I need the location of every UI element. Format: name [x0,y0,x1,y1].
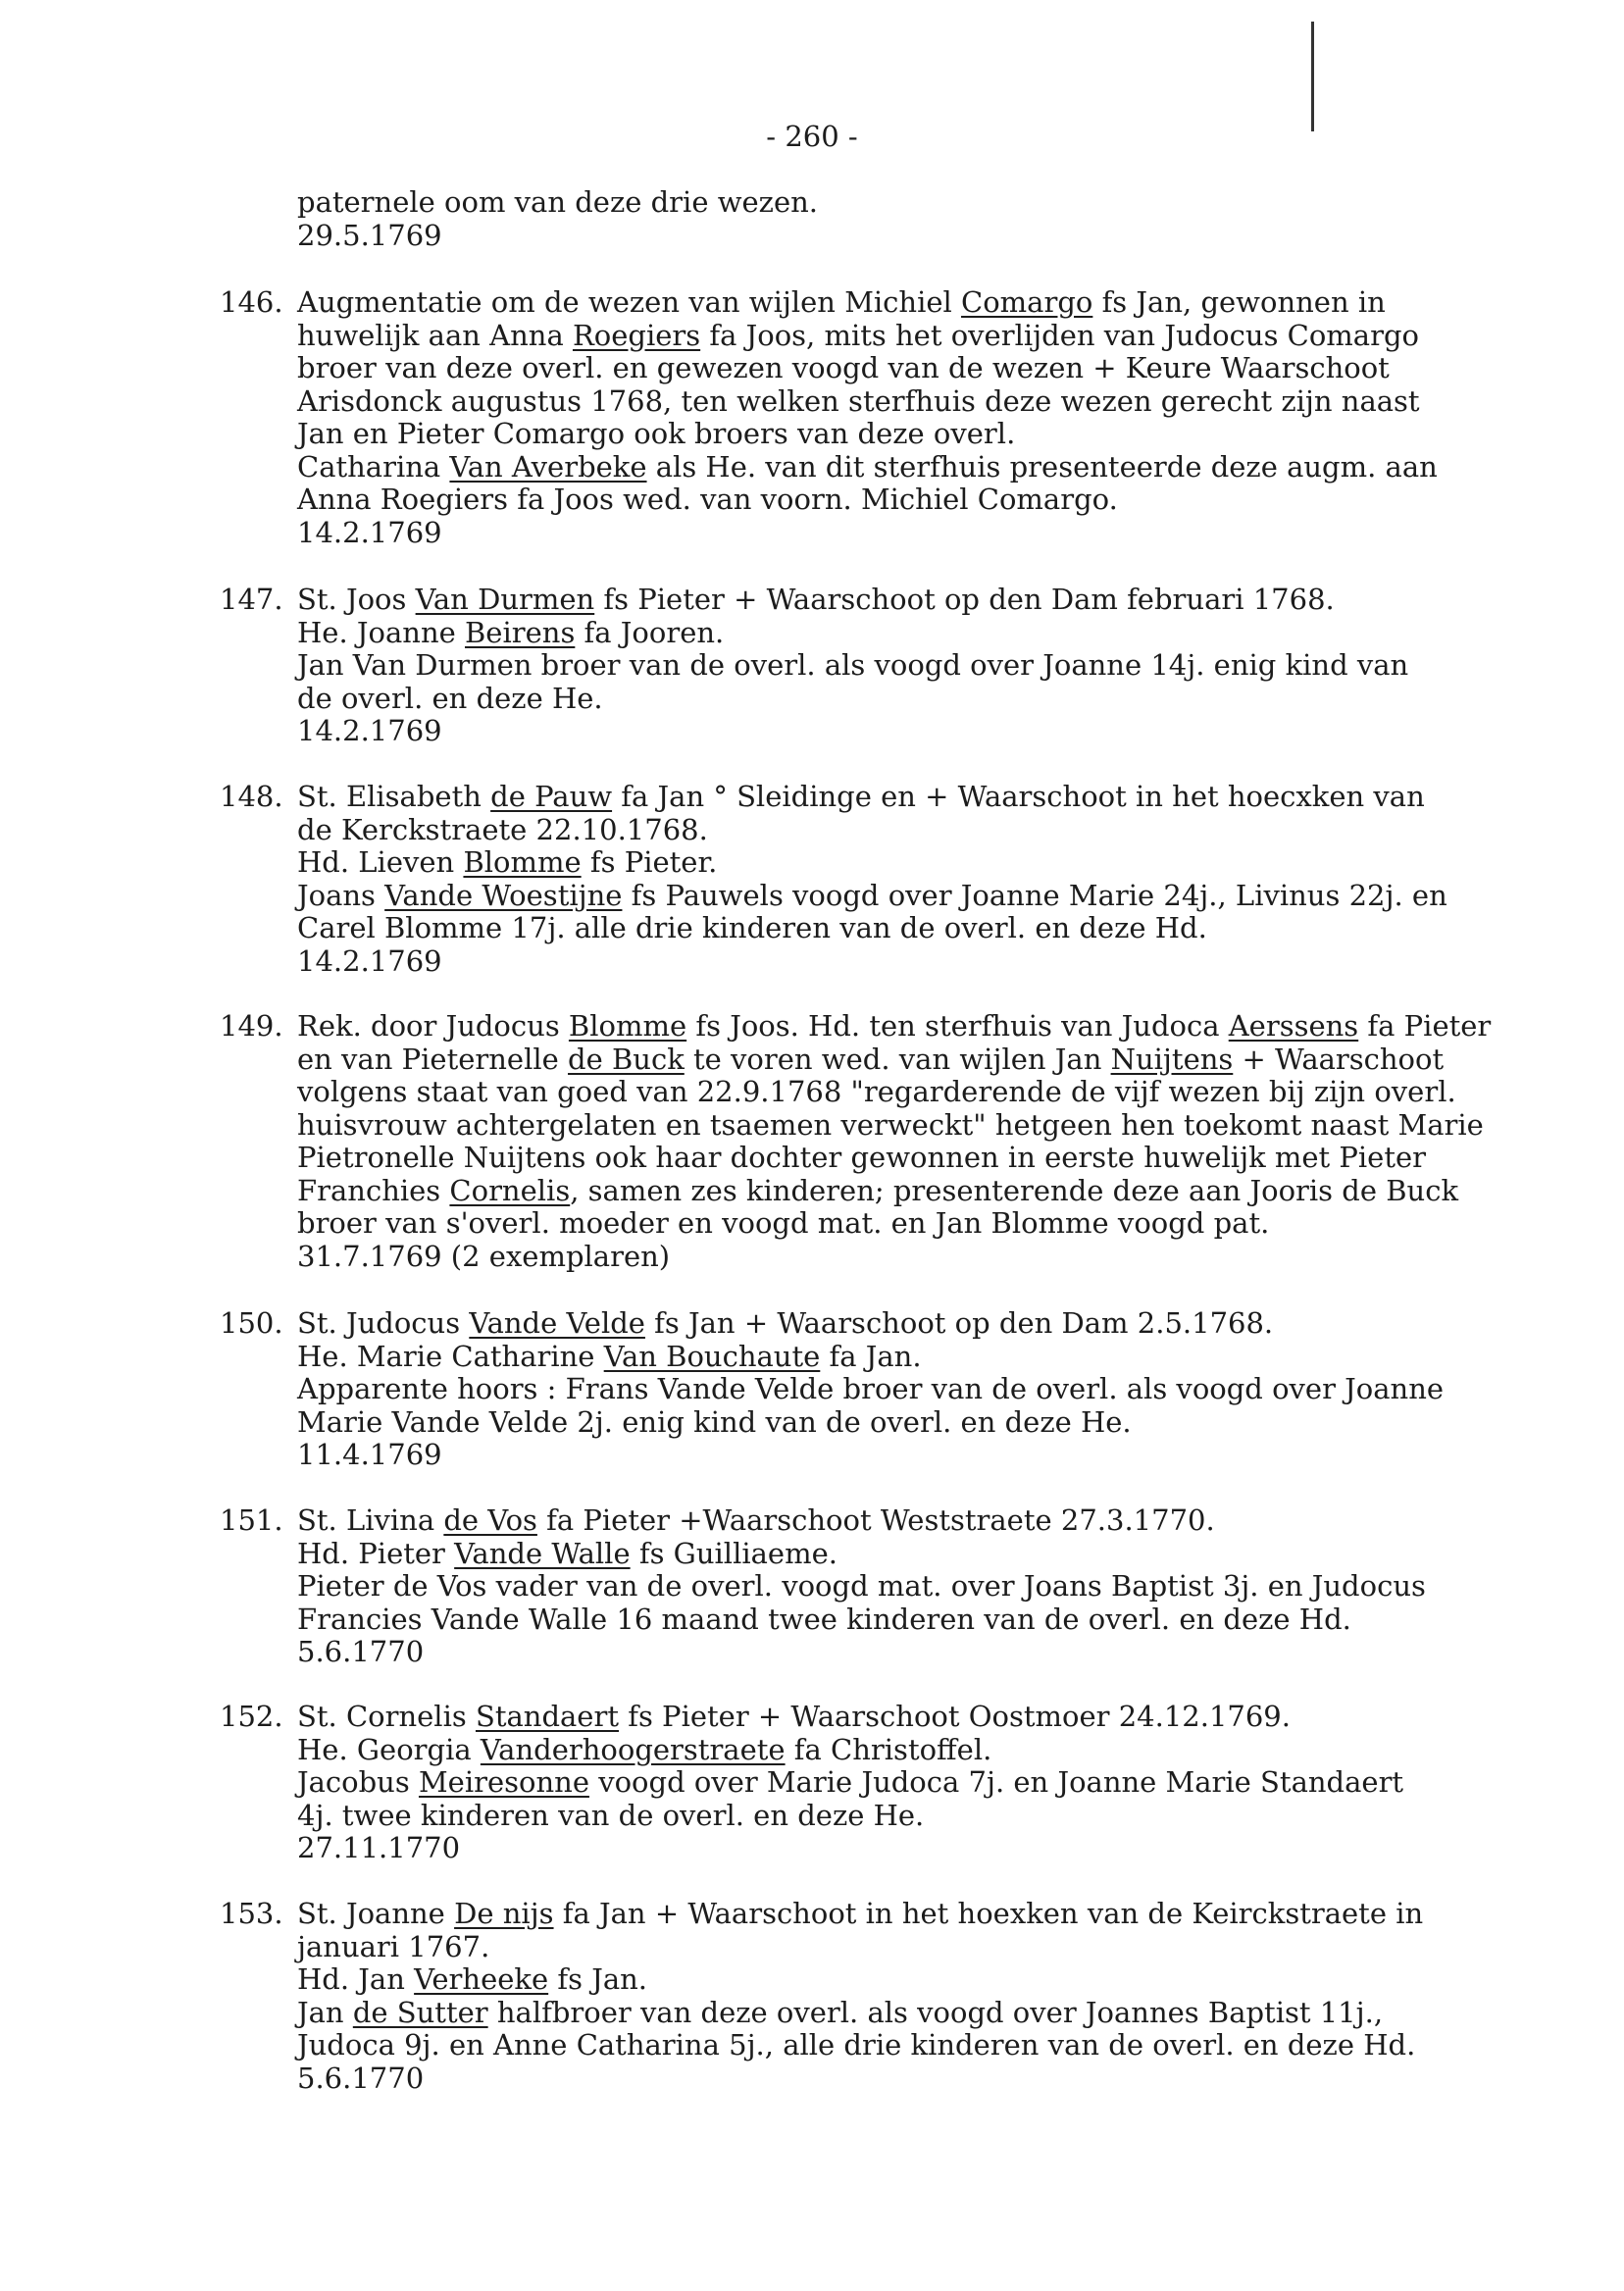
text-segment: St. Elisabeth [297,780,491,813]
text-segment: fa Jan ° Sleidinge en + Waarschoot in het hoecxken van [612,780,1425,813]
entry [220,1009,1492,1273]
text-segment: Jacobus [297,1765,419,1799]
text-segment: fa Christoffel. [785,1732,992,1766]
text-segment: en van Pieternelle [297,1042,569,1076]
surname-underlined: de Vos [443,1503,537,1537]
entry-line [297,1898,1423,1931]
entry [220,285,1438,549]
entry-line [297,1604,1426,1637]
entry-line [297,1931,1423,1964]
surname-underlined: Vanderhoogerstraete [480,1732,786,1766]
text-segment: 5.6.1770 [297,2061,425,2095]
text-segment: de Kerckstraete 22.10.1768. [297,812,708,846]
entry-line [297,649,1408,683]
entry-line [297,484,1438,517]
text-segment: Hd. Jan [297,1962,415,1996]
entry-line [297,186,818,220]
entry-line [297,451,1438,484]
text-segment: fs Pieter. [581,845,718,879]
entry [220,1306,1445,1472]
text-segment: fa Pieter +Waarschoot Weststraete 27.3.1770. [536,1503,1215,1537]
text-segment: fa Jooren. [575,615,725,649]
text-segment: + Waarschoot [1233,1042,1445,1076]
text-segment: Hd. Lieven [297,845,464,879]
entry-line [297,1963,1423,1997]
text-segment: fs Pieter + Waarschoot Oostmoer 24.12.1769. [619,1700,1291,1733]
surname-underlined: Van Averbeke [449,449,647,484]
surname-underlined: Van Bouchaute [603,1339,821,1373]
entry-line [297,683,1408,716]
entry-line [297,1406,1444,1440]
entry-line [297,1766,1403,1800]
surname-underlined: Cornelis [449,1173,571,1207]
margin-vertical-rule [1311,22,1314,131]
entry-line [297,517,1438,550]
text-segment: fs Jan. [548,1962,648,1996]
entry-number: 148. [220,780,283,813]
text-segment: St. Livina [297,1503,444,1537]
text-segment: Pieter de Vos vader van de overl. voogd mat. over Joans Baptist 3j. en Judocus [297,1569,1426,1603]
text-segment: He. Georgia [297,1732,481,1766]
entry-line [297,1538,1426,1571]
text-segment: Catharina [297,449,450,484]
text-segment: volgens staat van goed van 22.9.1768 "regarderende de vijf wezen bij zijn overl. [297,1075,1456,1108]
entry-line [297,814,1447,847]
entry-line [297,617,1408,650]
text-segment: fa Pieter [1358,1009,1492,1043]
text-segment: paternele oom van deze drie wezen. [297,185,819,219]
text-segment: fs Pieter + Waarschoot op den Dam februari 1768. [594,583,1335,616]
entry-number: 153. [220,1897,283,1930]
entry-line [297,1701,1403,1734]
entry-line [297,1373,1444,1406]
text-segment: He. Marie Catharine [297,1339,604,1373]
entry-line [297,2029,1423,2062]
text-segment: fs Guilliaeme. [630,1536,837,1570]
entry-line [297,1636,1426,1669]
text-segment: 14.2.1769 [297,714,442,747]
surname-underlined: Vande Walle [454,1536,631,1570]
entry-number: 151. [220,1503,283,1537]
text-segment: Carel Blomme 17j. alle drie kinderen van de overl. en deze Hd. [297,911,1207,944]
entry-line [297,1044,1491,1077]
text-segment: fa Joos, mits het overlijden van Judocus Comargo [700,318,1419,352]
surname-underlined: Standaert [475,1700,619,1733]
entry-line [297,385,1438,419]
text-segment: Francies Vande Walle 16 maand twee kinderen van de overl. en deze Hd. [297,1602,1351,1636]
surname-underlined: Blomme [463,845,582,879]
entry-line [297,220,818,253]
surname-underlined: Beirens [465,615,576,649]
entry-line [297,418,1438,451]
entry-line [297,1800,1403,1833]
text-segment: fs Pauwels voogd over Joanne Marie 24j., Livinus 22j. en [622,878,1447,912]
entry-line [297,1142,1491,1175]
entry-line [297,286,1438,320]
entry-line [297,1734,1403,1767]
surname-underlined: Blomme [568,1009,687,1043]
entry-line [297,2062,1423,2096]
entry-number: 147. [220,583,283,616]
entry-line [297,1010,1491,1044]
text-segment: 14.2.1769 [297,943,442,978]
entry-line [297,912,1447,945]
entry-line [297,880,1447,913]
text-segment: 14.2.1769 [297,515,442,549]
entry-number: 146. [220,285,283,319]
text-segment: Hd. Pieter [297,1536,455,1570]
surname-underlined: de Sutter [352,1995,488,2029]
surname-underlined: Meiresonne [418,1765,589,1799]
text-segment: halfbroer van deze overl. als voogd over Joannes Baptist 11j., [487,1995,1384,2029]
text-segment: St. Judocus [297,1306,470,1340]
text-segment: Joans [297,878,385,912]
text-segment: fa Jan + Waarschoot in het hoexken van de Keirckstraete in [553,1897,1424,1930]
entry [220,1897,1424,2095]
text-segment: Pietronelle Nuijtens ook haar dochter gewonnen in eerste huwelijk met Pieter [297,1141,1427,1174]
text-segment: Jan [297,1995,353,2029]
entry-line [297,1570,1426,1604]
entry-number: 149. [220,1009,283,1043]
entry [297,186,818,252]
entry [220,583,1409,748]
surname-underlined: Comargo [961,285,1093,319]
entry-number: 152. [220,1700,283,1733]
entry-line [297,945,1447,979]
entry-line [297,1307,1444,1341]
entry-line [297,1439,1444,1472]
text-segment: Judoca 9j. en Anne Catharina 5j., alle drie kinderen van de overl. en deze Hd. [297,2028,1416,2062]
entry-line [297,715,1408,748]
text-segment: broer van s'overl. moeder en voogd mat. en Jan Blomme voogd pat. [297,1206,1270,1240]
text-segment: He. Joanne [297,615,465,649]
text-segment: voogd over Marie Judoca 7j. en Joanne Marie Standaert [588,1765,1404,1799]
surname-underlined: Vande Velde [469,1306,645,1340]
page-number: - 260 - [766,120,858,153]
entry-line [297,781,1447,814]
text-segment: St. Joanne [297,1897,455,1930]
surname-underlined: de Buck [568,1042,685,1076]
text-segment: huisvrouw achtergelaten en tsaemen verweckt" hetgeen hen toekomt naast Marie [297,1107,1484,1142]
entry [220,1700,1404,1865]
surname-underlined: de Pauw [490,780,613,813]
text-segment: 29.5.1769 [297,218,442,252]
entry [220,1503,1426,1669]
surname-underlined: Van Durmen [415,583,595,616]
text-segment: huwelijk aan Anna [297,318,573,352]
text-segment: , samen zes kinderen; presenterende deze aan Jooris de Buck [570,1173,1459,1207]
text-segment: St. Cornelis [297,1700,476,1733]
entry-line [297,1504,1426,1538]
text-segment: fs Jan + Waarschoot op den Dam 2.5.1768. [644,1306,1274,1340]
entry-line [297,846,1447,880]
entry-number: 150. [220,1306,283,1340]
text-segment: Arisdonck augustus 1768, ten welken sterfhuis deze wezen gerecht zijn naast [297,383,1420,418]
text-segment: Apparente hoors : Frans Vande Velde broer van de overl. als voogd over Joanne [297,1372,1445,1405]
entry-line [297,1997,1423,2030]
text-segment: Rek. door Judocus [297,1009,569,1043]
text-segment: Jan Van Durmen broer van de overl. als voogd over Joanne 14j. enig kind van [297,648,1409,682]
text-segment: als He. van dit sterfhuis presenteerde deze augm. aan [646,449,1438,484]
surname-underlined: Aerssens [1228,1009,1359,1043]
entry-line [297,1241,1491,1274]
text-segment: Franchies [297,1173,450,1207]
text-segment: 11.4.1769 [297,1438,442,1471]
text-segment: fa Jan. [820,1339,922,1373]
surname-underlined: Vande Woestijne [384,878,623,912]
text-segment: Jan en Pieter Comargo ook broers van deze overl. [297,417,1016,450]
entry-line [297,352,1438,385]
entry-line [297,320,1438,353]
entry-line [297,1832,1403,1865]
text-segment: 4j. twee kinderen van de overl. en deze He. [297,1798,925,1832]
text-segment: broer van deze overl. en gewezen voogd van de wezen + Keure Waarschoot [297,351,1390,384]
entry-line [297,1341,1444,1374]
text-segment: Marie Vande Velde 2j. enig kind van de overl. en deze He. [297,1404,1132,1439]
entry-line [297,584,1408,617]
text-segment: 5.6.1770 [297,1635,425,1668]
entry-line [297,1109,1491,1143]
surname-underlined: Nuijtens [1110,1042,1234,1076]
text-segment: Anna Roegiers fa Joos wed. van voorn. Michiel Comargo. [297,483,1118,516]
surname-underlined: Verheeke [414,1962,549,1996]
text-segment: St. Joos [297,583,416,616]
text-segment: fs Joos. Hd. ten sterfhuis van Judoca [686,1009,1229,1043]
surname-underlined: De nijs [454,1897,554,1930]
surname-underlined: Roegiers [572,318,701,352]
text-segment: 27.11.1770 [297,1831,461,1864]
text-segment: Augmentatie om de wezen van wijlen Michiel [297,285,962,319]
text-segment: 31.7.1769 (2 exemplaren) [297,1239,671,1273]
text-segment: de overl. en deze He. [297,681,603,715]
entry [220,780,1447,978]
entry-line [297,1207,1491,1241]
text-segment: te voren wed. van wijlen Jan [684,1042,1111,1076]
entry-line [297,1175,1491,1208]
text-segment: fs Jan, gewonnen in [1092,285,1386,319]
entry-line [297,1076,1491,1109]
text-segment: januari 1767. [297,1929,490,1963]
